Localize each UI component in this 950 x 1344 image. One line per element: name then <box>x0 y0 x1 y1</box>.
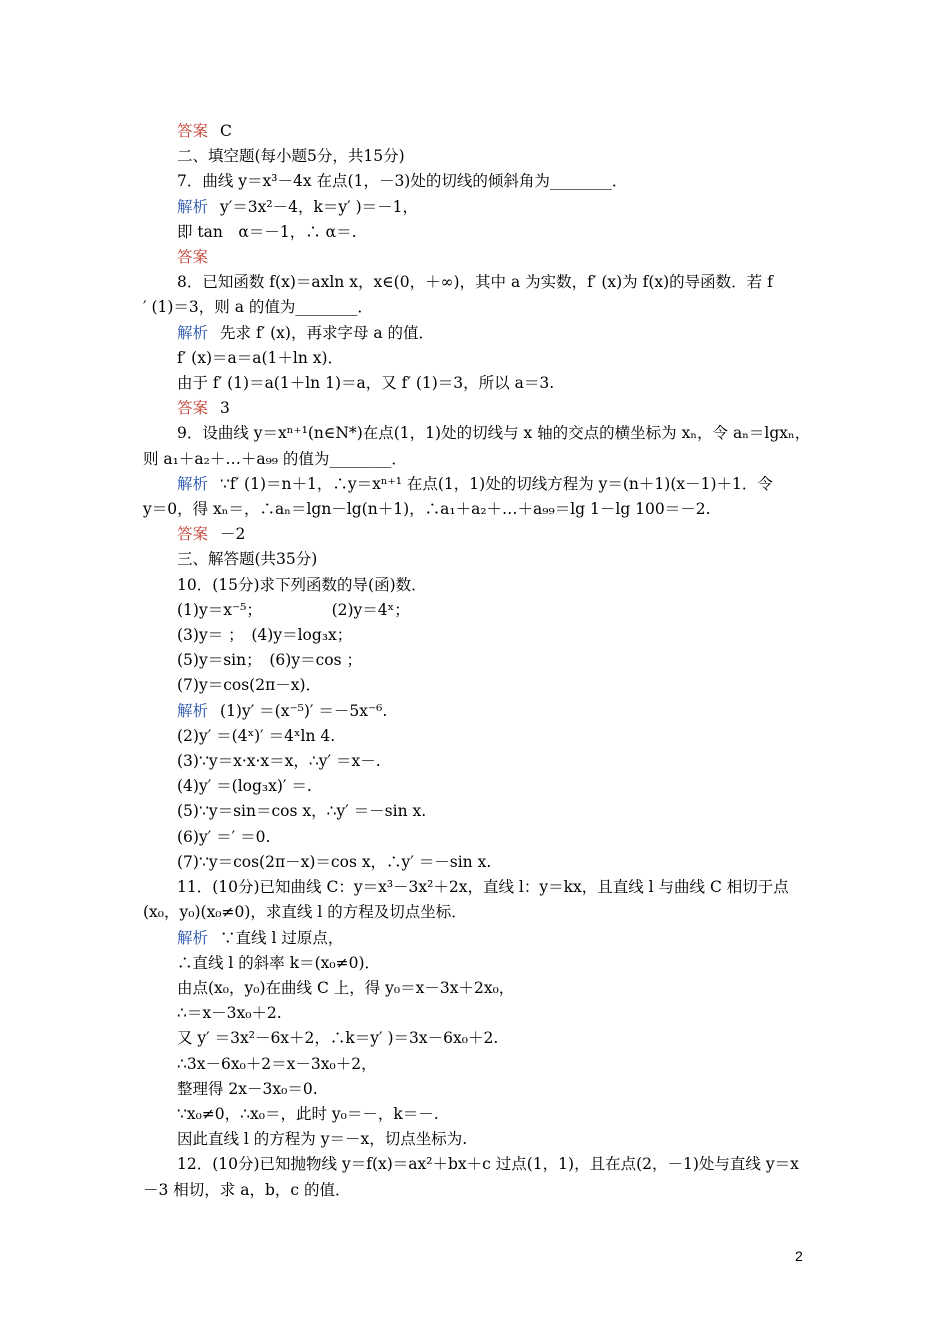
document-body <box>143 119 813 1203</box>
text-line <box>143 799 813 824</box>
text-line <box>143 774 813 799</box>
text-line <box>143 623 813 648</box>
answer-line <box>143 245 813 270</box>
line-text: 由点(x₀，y₀)在曲线 C 上，得 y₀＝x－3x＋2x₀， <box>177 978 515 997</box>
analysis-line <box>143 195 813 220</box>
analysis-label: 解析 <box>177 701 209 720</box>
line-text: (x₀，y₀)(x₀≠0)，求直线 l 的方程及切点坐标． <box>143 903 467 922</box>
text-line <box>143 875 813 900</box>
text-line <box>143 497 813 522</box>
analysis-line <box>143 321 813 346</box>
answer-label: 答案 <box>177 122 209 140</box>
analysis-label: 解析 <box>177 197 209 216</box>
line-text: ∵直线 l 过原点， <box>220 928 344 947</box>
text-line <box>143 447 813 472</box>
answer-line <box>143 119 813 144</box>
line-text: 整理得 2x－3x₀＝0. <box>177 1079 318 1098</box>
line-text: (5)y＝sin； (6)y＝cos ； <box>177 651 362 670</box>
line-text: 由于 f′ (1)＝a(1＋ln 1)＝a，又 f′ (1)＝3，所以 a＝3. <box>177 374 555 393</box>
text-line <box>143 421 813 446</box>
text-line <box>143 295 813 320</box>
answer-label: 答案 <box>177 399 209 418</box>
text-line <box>143 648 813 673</box>
line-text: (4)y′ ＝(log₃x)′ ＝. <box>177 777 312 796</box>
text-line <box>143 270 813 295</box>
line-text: 则 a₁＋a₂＋…＋a₉₉ 的值为________． <box>143 449 407 468</box>
line-text: 8．已知函数 f(x)＝axln x，x∈(0，＋∞)，其中 a 为实数，f′ (x)为 f(x)的导函数．若 f <box>177 273 773 292</box>
line-text: (7)∵y＝cos(2π－x)＝cos x，∴y′ ＝－sin x. <box>177 852 492 871</box>
text-line <box>143 547 813 572</box>
analysis-line <box>143 699 813 724</box>
text-line <box>143 1152 813 1177</box>
line-text: 11．(10分)已知曲线 C：y＝x³－3x²＋2x，直线 l：y＝kx，且直线 l 与曲线 C 相切于点 <box>177 878 789 897</box>
line-text: 三、解答题(共35分) <box>177 550 318 569</box>
line-text: (7)y＝cos(2π－x)． <box>177 676 322 695</box>
line-text: (1)y＝x⁻⁵； (2)y＝4ˣ； <box>177 600 410 619</box>
analysis-label: 解析 <box>177 474 209 493</box>
line-text: 7．曲线 y＝x³－4x 在点(1，－3)处的切线的倾斜角为________． <box>177 172 628 191</box>
text-line <box>143 900 813 925</box>
line-text: ∴直线 l 的斜率 k＝(x₀≠0)． <box>177 953 381 972</box>
line-text: (5)∵y＝sin＝cos x，∴y′ ＝－sin x. <box>177 802 427 821</box>
line-text: 又 y′ ＝3x²－6x＋2，∴k＝y′ )＝3x－6x₀＋2. <box>177 1029 499 1048</box>
line-text: ∴＝x－3x₀＋2. <box>177 1004 282 1023</box>
analysis-label: 解析 <box>177 323 209 342</box>
analysis-label: 解析 <box>177 928 209 947</box>
line-text: (2)y′ ＝(4ˣ)′ ＝4ˣln 4. <box>177 726 336 745</box>
answer-label: 答案 <box>177 525 209 544</box>
line-text: 12．(10分)已知抛物线 y＝f(x)＝ax²＋bx＋c 过点(1，1)，且在点(2，－1)处与直线 y＝x <box>177 1155 799 1174</box>
answer-line <box>143 522 813 547</box>
line-text: (3)∵y＝x·x·x＝x，∴y′ ＝x－. <box>177 752 381 771</box>
text-line <box>143 573 813 598</box>
answer-line <box>143 396 813 421</box>
text-line <box>143 1026 813 1051</box>
text-line <box>143 724 813 749</box>
line-text: y＝0，得 xₙ＝，∴aₙ＝lgn－lg(n＋1)，∴a₁＋a₂＋…＋a₉₉＝lg 1－lg 100＝－2. <box>143 500 711 519</box>
line-text: 因此直线 l 的方程为 y＝－x，切点坐标为. <box>177 1130 468 1149</box>
analysis-line <box>143 926 813 951</box>
text-line <box>143 1001 813 1026</box>
text-line <box>143 749 813 774</box>
line-text: ∵x₀≠0，∴x₀＝，此时 y₀＝－，k＝－. <box>177 1104 439 1123</box>
line-text: ∴3x－6x₀＋2＝x－3x₀＋2， <box>177 1054 377 1073</box>
line-text: 10．(15分)求下列函数的导(函)数． <box>177 575 427 594</box>
line-text: ∵f′ (1)＝n＋1，∴y＝xⁿ⁺¹ 在点(1，1)处的切线方程为 y＝(n＋1)(x－1)＋1．令 <box>220 474 773 493</box>
line-text: 二、填空题(每小题5分，共15分) <box>177 147 405 166</box>
answer-label: 答案 <box>177 248 209 267</box>
line-text: 先求 f′ (x)，再求字母 a 的值． <box>220 323 435 342</box>
line-text: (3)y＝ ； (4)y＝log₃x； <box>177 626 353 645</box>
text-line <box>143 1102 813 1127</box>
line-text: (1)y′ ＝(x⁻⁵)′ ＝－5x⁻⁶. <box>220 701 388 720</box>
text-line <box>143 850 813 875</box>
line-text: 即 tan α＝－1，∴ α＝. <box>177 222 357 241</box>
text-line <box>143 1127 813 1152</box>
line-text: －3 相切，求 a，b，c 的值． <box>143 1180 351 1199</box>
line-text: 9．设曲线 y＝xⁿ⁺¹(n∈N*)在点(1，1)处的切线与 x 轴的交点的横坐标为 xₙ，令 aₙ＝lgxₙ， <box>177 424 811 443</box>
text-line <box>143 673 813 698</box>
text-line <box>143 1077 813 1102</box>
line-text: y′＝3x²－4，k＝y′ )＝－1， <box>220 197 418 216</box>
analysis-line <box>143 472 813 497</box>
text-line <box>143 220 813 245</box>
line-text: ′ (1)＝3，则 a 的值为________． <box>143 298 373 317</box>
text-line <box>143 598 813 623</box>
page-number: 2 <box>795 1248 803 1264</box>
text-line <box>143 1178 813 1203</box>
text-line <box>143 825 813 850</box>
line-text: C <box>220 122 232 140</box>
text-line <box>143 951 813 976</box>
text-line <box>143 371 813 396</box>
text-line <box>143 169 813 194</box>
line-text: (6)y′ ＝′ ＝0. <box>177 827 271 846</box>
text-line <box>143 976 813 1001</box>
text-line <box>143 144 813 169</box>
line-text: 3 <box>220 399 230 418</box>
text-line <box>143 346 813 371</box>
line-text: －2 <box>220 525 246 544</box>
text-line <box>143 1052 813 1077</box>
line-text: f′ (x)＝a＝a(1＋ln x)． <box>177 348 344 367</box>
